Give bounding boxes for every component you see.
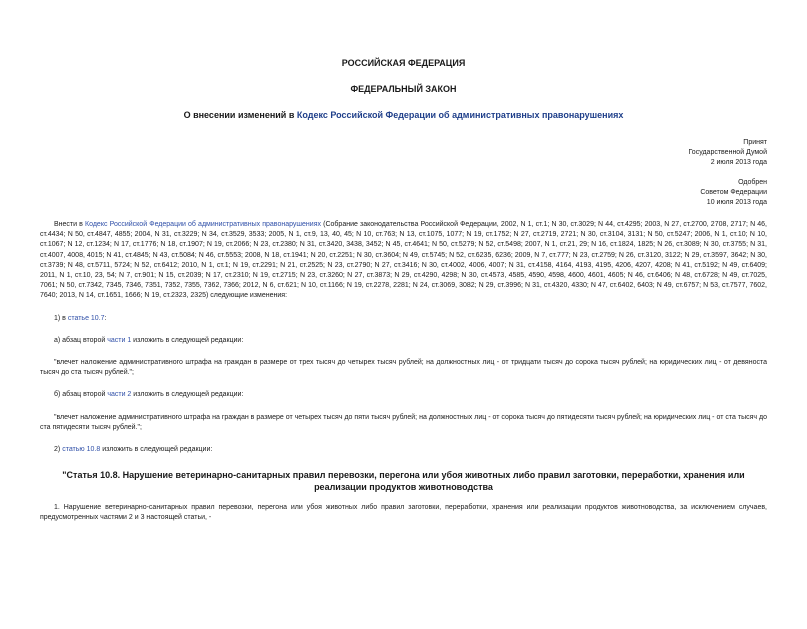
duma-line-2: Государственной Думой — [688, 149, 767, 156]
intro-prefix: Внести в — [54, 221, 83, 228]
part-1-link[interactable]: части 1 — [107, 336, 132, 344]
item-2 — [40, 445, 767, 455]
item-1a-suffix: изложить в следующей редакции: — [133, 336, 244, 344]
council-approval — [40, 178, 767, 208]
council-line-1: Одобрен — [738, 179, 767, 186]
duma-adoption — [40, 138, 767, 168]
item-1-prefix: 1) в — [54, 314, 66, 322]
duma-date: 2 июля 2013 года — [710, 159, 767, 166]
item-1a-quote: "влечет наложение административного штрафа на граждан в размере от трех тысяч до четырех тысяч рублей; на должностных лиц - от тридцати тысяч до сорока тысяч рублей; на юридических лиц - от девяноста тысяч до ста тысяч рублей."; — [40, 359, 767, 377]
article-paragraph-1: 1. Нарушение ветеринарно-санитарных правил перевозки, перегона или убоя животных либо правил заготовки, переработки, хранения или реализации продуктов животноводства, за исключением случаев, предусмотренных частями 2 и 3 настоящей статьи, - — [40, 504, 767, 522]
item-2-prefix: 2) — [54, 446, 61, 454]
council-line-2: Советом Федерации — [700, 189, 767, 196]
duma-line-1: Принят — [743, 139, 767, 146]
law-title-prefix: О внесении изменений в — [183, 110, 295, 120]
intro-paragraph — [40, 220, 767, 302]
item-1 — [40, 314, 767, 324]
council-date: 10 июля 2013 года — [706, 199, 767, 206]
article-10-8-link[interactable]: статью 10.8 — [62, 446, 101, 454]
document-page — [0, 58, 807, 629]
item-1b-prefix: б) абзац второй — [54, 391, 106, 399]
item-2-suffix: изложить в следующей редакции: — [102, 446, 213, 454]
item-1a-prefix: а) абзац второй — [54, 336, 106, 344]
part-2-link[interactable]: части 2 — [107, 391, 132, 399]
item-1b-suffix: изложить в следующей редакции: — [133, 391, 244, 399]
law-title — [40, 110, 767, 120]
law-type-heading: ФЕДЕРАЛЬНЫЙ ЗАКОН — [350, 84, 457, 94]
item-1b-quote: "влечет наложение административного штрафа на граждан в размере от четырех тысяч до пяти тысяч рублей; на должностных лиц - от сорока тысяч до пятидесяти тысяч рублей; на юридических лиц - от ста тысяч до ста пятидесяти тысяч рублей."; — [40, 413, 767, 431]
item-1b — [40, 390, 767, 400]
item-1-suffix: : — [104, 314, 107, 322]
article-10-7-link[interactable]: статье 10.7 — [67, 314, 105, 322]
federation-heading: РОССИЙСКАЯ ФЕДЕРАЦИЯ — [341, 58, 466, 68]
intro-text: (Собрание законодательства Российской Федерации, 2002, N 1, ст.1; N 30, ст.3029; N 44, ст.4295; 2003, N 27, ст.2700, 2708, 2717; N 46, ст.4434; N 50, ст.4847, 4855; 2004, N 31, ст.3229; N 34, ст.3529, 3533; 2005, N 1, ст.9, 13, 40, 45; N 10, ст.763; N 13, ст.1075, 1077; N 19, ст.1752; N 27, ст.2719, 2721; N 30, ст.3104, 3131; N 50, ст.5247; 2006, N 1, ст.10; N 10, ст.1067; N 12, ст.1234; N 17, ст.1776; N 18, ст.1907; N 19, ст.2066; N 23, ст.2380; N 31, ст.3420, 3438, 3452; N 45, ст.4641; N 50, ст.5279; N 52, ст.5498; 2007, N 1, ст.21, 29; N 16, ст.1824, 1825; N 26, ст.3089; N 30, ст.3755; N 31, ст.4007, 4008, 4015; N 41, ст.4845; N 43, ст.5084; N 46, ст.5553; 2008, N 18, ст.1941; N 20, ст.2251; N 30, ст.3604; N 49, ст.5745; N 52, ст.6235, 6236; 2009, N 7, ст.777; N 23, ст.2759; N 26, ст.3120, 3122; N 29, ст.3597, 3642; N 30, ст.3739; N 48, ст.5711, 5724; N 52, ст.6412; 2010, N 1, ст.1; N 19, ст.2291; N 21, ст.2525; N 23, ст.2790; N 27, ст.3416; N 30, ст.4002, 4006, 4007; N 31, ст.4158, 4164, 4193, 4195, 4206, 4207, 4208; N 41, ст.5192; N 49, ст.6409; 2011, N 1, ст.10, 23, 54; N 7, ст.901; N 15, ст.2039; N 17, ст.2310; N 19, ст.2715; N 23, ст.3260; N 27, ст.3873; N 29, ст.4290, 4298; N 30, ст.4573, 4585, 4590, 4598, 4600, 4601, 4605; N 46, ст.6406; N 48, ст.6728; N 49, ст.7025, 7061; N 50, ст.7342, 7345, 7346, 7351, 7352, 7355, 7362, 7366; 2012, N 6, ст.621; N 10, ст.1166; N 19, ст.2278, 2281; N 24, ст.3069, 3082; N 29, ст.3996; N 31, ст.4320, 4330; N 47, ст.6402, 6403; N 49, ст.6757; N 53, ст.7577, 7602, 7640; 2013, N 14, ст.1651, 1666; N 19, ст.2323, 2325) следующие изменения: — [40, 221, 767, 300]
item-1a — [40, 336, 767, 346]
article-heading: "Статья 10.8. Нарушение ветеринарно-санитарных правил перевозки, перегона или убоя животных либо правил заготовки, переработки, хранения или реализации продуктов животноводства — [62, 470, 745, 493]
code-link[interactable]: Кодекс Российской Федерации об административных правонарушениях — [296, 110, 624, 120]
intro-code-link[interactable]: Кодекс Российской Федерации об административных правонарушениях — [85, 221, 321, 228]
